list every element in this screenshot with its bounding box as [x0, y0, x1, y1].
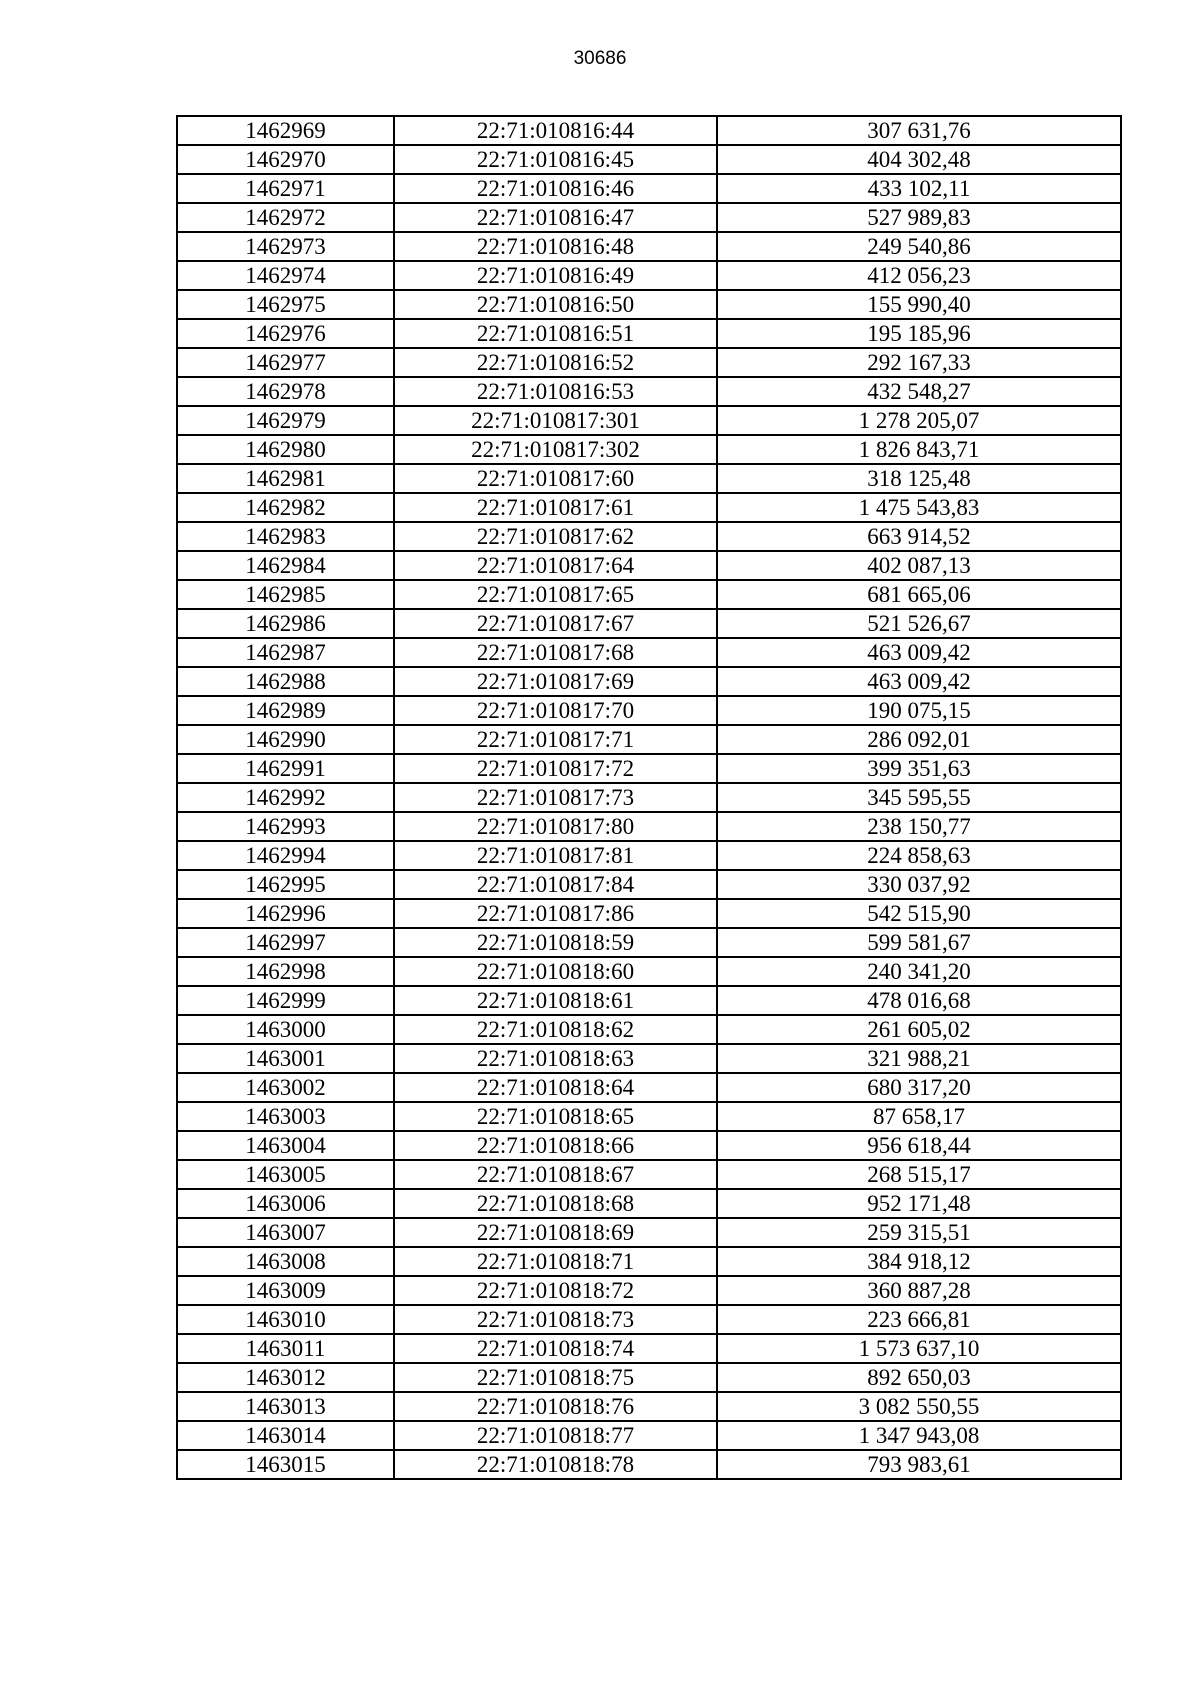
record-number-cell: 1462975: [177, 290, 394, 319]
cadastral-number-cell: 22:71:010818:77: [394, 1421, 717, 1450]
table-row: [177, 464, 1121, 493]
value-cell: 318 125,48: [717, 464, 1121, 493]
value-cell: 952 171,48: [717, 1189, 1121, 1218]
table-row: [177, 1073, 1121, 1102]
value-cell: 432 548,27: [717, 377, 1121, 406]
cadastral-number-cell: 22:71:010817:301: [394, 406, 717, 435]
cadastral-number-cell: 22:71:010816:49: [394, 261, 717, 290]
value-cell: 433 102,11: [717, 174, 1121, 203]
record-number-cell: 1462971: [177, 174, 394, 203]
record-number-cell: 1463015: [177, 1450, 394, 1479]
cadastral-number-cell: 22:71:010816:44: [394, 116, 717, 145]
record-number-cell: 1462987: [177, 638, 394, 667]
record-number-cell: 1462976: [177, 319, 394, 348]
value-cell: 892 650,03: [717, 1363, 1121, 1392]
table-row: [177, 1044, 1121, 1073]
table-row: [177, 667, 1121, 696]
record-number-cell: 1463014: [177, 1421, 394, 1450]
cadastral-number-cell: 22:71:010817:70: [394, 696, 717, 725]
value-cell: 404 302,48: [717, 145, 1121, 174]
cadastral-number-cell: 22:71:010816:52: [394, 348, 717, 377]
record-number-cell: 1463010: [177, 1305, 394, 1334]
table-row: [177, 1363, 1121, 1392]
table-row: [177, 232, 1121, 261]
record-number-cell: 1462991: [177, 754, 394, 783]
record-number-cell: 1462989: [177, 696, 394, 725]
record-number-cell: 1463008: [177, 1247, 394, 1276]
cadastral-number-cell: 22:71:010818:64: [394, 1073, 717, 1102]
record-number-cell: 1462999: [177, 986, 394, 1015]
record-number-cell: 1463002: [177, 1073, 394, 1102]
value-cell: 3 082 550,55: [717, 1392, 1121, 1421]
cadastral-number-cell: 22:71:010817:61: [394, 493, 717, 522]
record-number-cell: 1463000: [177, 1015, 394, 1044]
cadastral-number-cell: 22:71:010818:72: [394, 1276, 717, 1305]
cadastral-number-cell: 22:71:010817:68: [394, 638, 717, 667]
value-cell: 268 515,17: [717, 1160, 1121, 1189]
value-cell: 249 540,86: [717, 232, 1121, 261]
table-row: [177, 116, 1121, 145]
record-number-cell: 1462978: [177, 377, 394, 406]
record-number-cell: 1462988: [177, 667, 394, 696]
table-row: [177, 1015, 1121, 1044]
record-number-cell: 1462993: [177, 812, 394, 841]
table-row: [177, 1276, 1121, 1305]
table-row: [177, 1102, 1121, 1131]
value-cell: 463 009,42: [717, 638, 1121, 667]
table-row: [177, 1334, 1121, 1363]
record-number-cell: 1462970: [177, 145, 394, 174]
value-cell: 307 631,76: [717, 116, 1121, 145]
value-cell: 223 666,81: [717, 1305, 1121, 1334]
cadastral-number-cell: 22:71:010818:78: [394, 1450, 717, 1479]
value-cell: 224 858,63: [717, 841, 1121, 870]
record-number-cell: 1463006: [177, 1189, 394, 1218]
table-row: [177, 1160, 1121, 1189]
value-cell: 956 618,44: [717, 1131, 1121, 1160]
value-cell: 680 317,20: [717, 1073, 1121, 1102]
value-cell: 155 990,40: [717, 290, 1121, 319]
record-number-cell: 1462990: [177, 725, 394, 754]
cadastral-number-cell: 22:71:010816:46: [394, 174, 717, 203]
table-row: [177, 696, 1121, 725]
value-cell: 190 075,15: [717, 696, 1121, 725]
cadastral-number-cell: 22:71:010818:60: [394, 957, 717, 986]
table-row: [177, 377, 1121, 406]
table-row: [177, 1392, 1121, 1421]
cadastral-number-cell: 22:71:010816:47: [394, 203, 717, 232]
table-row: [177, 493, 1121, 522]
table-row: [177, 986, 1121, 1015]
table-row: [177, 928, 1121, 957]
value-cell: 527 989,83: [717, 203, 1121, 232]
value-cell: 542 515,90: [717, 899, 1121, 928]
record-number-cell: 1463003: [177, 1102, 394, 1131]
value-cell: 384 918,12: [717, 1247, 1121, 1276]
value-cell: 238 150,77: [717, 812, 1121, 841]
record-number-cell: 1462985: [177, 580, 394, 609]
cadastral-number-cell: 22:71:010816:45: [394, 145, 717, 174]
table-row: [177, 638, 1121, 667]
table-row: [177, 406, 1121, 435]
record-number-cell: 1463007: [177, 1218, 394, 1247]
record-number-cell: 1463001: [177, 1044, 394, 1073]
table-row: [177, 174, 1121, 203]
record-number-cell: 1462980: [177, 435, 394, 464]
table-row: [177, 522, 1121, 551]
cadastral-number-cell: 22:71:010817:86: [394, 899, 717, 928]
table-row: [177, 319, 1121, 348]
table-row: [177, 580, 1121, 609]
value-cell: 345 595,55: [717, 783, 1121, 812]
table-row: [177, 203, 1121, 232]
record-number-cell: 1462994: [177, 841, 394, 870]
value-cell: 463 009,42: [717, 667, 1121, 696]
cadastral-number-cell: 22:71:010816:53: [394, 377, 717, 406]
record-number-cell: 1462979: [177, 406, 394, 435]
cadastral-number-cell: 22:71:010818:59: [394, 928, 717, 957]
table-row: [177, 783, 1121, 812]
table-row: [177, 812, 1121, 841]
record-number-cell: 1462977: [177, 348, 394, 377]
cadastral-number-cell: 22:71:010818:66: [394, 1131, 717, 1160]
record-number-cell: 1462992: [177, 783, 394, 812]
table-row: [177, 609, 1121, 638]
value-cell: 681 665,06: [717, 580, 1121, 609]
record-number-cell: 1462973: [177, 232, 394, 261]
value-cell: 360 887,28: [717, 1276, 1121, 1305]
record-number-cell: 1462986: [177, 609, 394, 638]
record-number-cell: 1462981: [177, 464, 394, 493]
record-number-cell: 1463013: [177, 1392, 394, 1421]
table-row: [177, 290, 1121, 319]
record-number-cell: 1462998: [177, 957, 394, 986]
cadastral-number-cell: 22:71:010818:63: [394, 1044, 717, 1073]
cadastral-number-cell: 22:71:010816:50: [394, 290, 717, 319]
cadastral-number-cell: 22:71:010817:64: [394, 551, 717, 580]
cadastral-number-cell: 22:71:010817:69: [394, 667, 717, 696]
cadastral-number-cell: 22:71:010817:80: [394, 812, 717, 841]
cadastral-number-cell: 22:71:010818:69: [394, 1218, 717, 1247]
value-cell: 793 983,61: [717, 1450, 1121, 1479]
value-cell: 478 016,68: [717, 986, 1121, 1015]
record-number-cell: 1462969: [177, 116, 394, 145]
cadastral-number-cell: 22:71:010818:62: [394, 1015, 717, 1044]
table-row: [177, 754, 1121, 783]
record-number-cell: 1462983: [177, 522, 394, 551]
cadastral-number-cell: 22:71:010818:61: [394, 986, 717, 1015]
value-cell: 1 826 843,71: [717, 435, 1121, 464]
cadastral-number-cell: 22:71:010818:74: [394, 1334, 717, 1363]
table-row: [177, 1421, 1121, 1450]
value-cell: 87 658,17: [717, 1102, 1121, 1131]
value-cell: 195 185,96: [717, 319, 1121, 348]
table-row: [177, 435, 1121, 464]
table-body: [177, 116, 1121, 1479]
value-cell: 599 581,67: [717, 928, 1121, 957]
cadastral-number-cell: 22:71:010817:73: [394, 783, 717, 812]
value-cell: 1 573 637,10: [717, 1334, 1121, 1363]
record-number-cell: 1462996: [177, 899, 394, 928]
record-number-cell: 1462982: [177, 493, 394, 522]
cadastral-number-cell: 22:71:010818:75: [394, 1363, 717, 1392]
cadastral-number-cell: 22:71:010818:68: [394, 1189, 717, 1218]
table-row: [177, 1450, 1121, 1479]
value-cell: 261 605,02: [717, 1015, 1121, 1044]
table-row: [177, 145, 1121, 174]
record-number-cell: 1463005: [177, 1160, 394, 1189]
cadastral-number-cell: 22:71:010816:48: [394, 232, 717, 261]
cadastral-number-cell: 22:71:010817:60: [394, 464, 717, 493]
value-cell: 412 056,23: [717, 261, 1121, 290]
table-row: [177, 1305, 1121, 1334]
page-number: 30686: [573, 48, 627, 69]
cadastral-number-cell: 22:71:010817:71: [394, 725, 717, 754]
value-cell: 663 914,52: [717, 522, 1121, 551]
value-cell: 1 278 205,07: [717, 406, 1121, 435]
cadastral-number-cell: 22:71:010817:65: [394, 580, 717, 609]
value-cell: 1 347 943,08: [717, 1421, 1121, 1450]
value-cell: 321 988,21: [717, 1044, 1121, 1073]
value-cell: 402 087,13: [717, 551, 1121, 580]
cadastral-number-cell: 22:71:010816:51: [394, 319, 717, 348]
value-cell: 292 167,33: [717, 348, 1121, 377]
record-number-cell: 1462972: [177, 203, 394, 232]
cadastral-number-cell: 22:71:010817:72: [394, 754, 717, 783]
cadastral-number-cell: 22:71:010817:62: [394, 522, 717, 551]
record-number-cell: 1463009: [177, 1276, 394, 1305]
cadastral-number-cell: 22:71:010818:67: [394, 1160, 717, 1189]
value-cell: 330 037,92: [717, 870, 1121, 899]
cadastral-number-cell: 22:71:010818:73: [394, 1305, 717, 1334]
table-row: [177, 1131, 1121, 1160]
value-cell: 259 315,51: [717, 1218, 1121, 1247]
table-row: [177, 551, 1121, 580]
record-number-cell: 1462997: [177, 928, 394, 957]
table-row: [177, 348, 1121, 377]
cadastral-number-cell: 22:71:010817:84: [394, 870, 717, 899]
value-cell: 1 475 543,83: [717, 493, 1121, 522]
record-number-cell: 1463011: [177, 1334, 394, 1363]
data-table: [176, 115, 1122, 1480]
table-row: [177, 1247, 1121, 1276]
value-cell: 521 526,67: [717, 609, 1121, 638]
table-row: [177, 261, 1121, 290]
table-row: [177, 1218, 1121, 1247]
cadastral-number-cell: 22:71:010818:71: [394, 1247, 717, 1276]
cadastral-number-cell: 22:71:010817:302: [394, 435, 717, 464]
record-number-cell: 1462984: [177, 551, 394, 580]
record-number-cell: 1463012: [177, 1363, 394, 1392]
value-cell: 399 351,63: [717, 754, 1121, 783]
cadastral-number-cell: 22:71:010817:67: [394, 609, 717, 638]
record-number-cell: 1463004: [177, 1131, 394, 1160]
record-number-cell: 1462995: [177, 870, 394, 899]
cadastral-number-cell: 22:71:010818:76: [394, 1392, 717, 1421]
table-row: [177, 725, 1121, 754]
table-row: [177, 870, 1121, 899]
table-row: [177, 841, 1121, 870]
cadastral-number-cell: 22:71:010818:65: [394, 1102, 717, 1131]
value-cell: 240 341,20: [717, 957, 1121, 986]
table-row: [177, 1189, 1121, 1218]
table-row: [177, 957, 1121, 986]
table-row: [177, 899, 1121, 928]
record-number-cell: 1462974: [177, 261, 394, 290]
value-cell: 286 092,01: [717, 725, 1121, 754]
cadastral-number-cell: 22:71:010817:81: [394, 841, 717, 870]
